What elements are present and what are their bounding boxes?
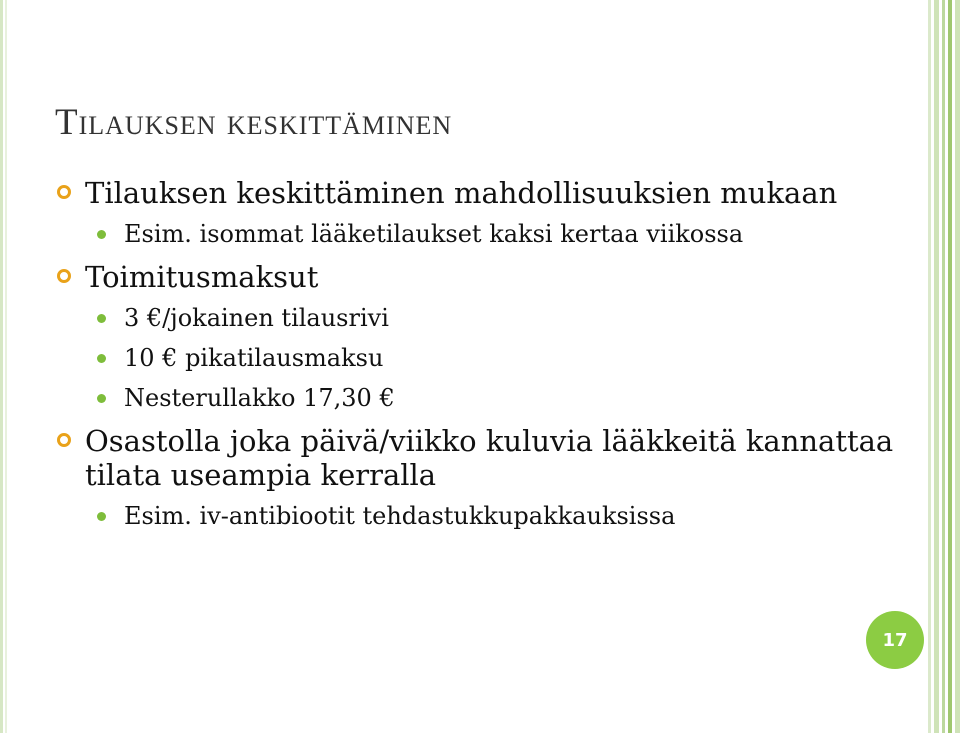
sub-bullet-text: Esim. isommat lääketilaukset kaksi kertaa viikossa [124,220,744,248]
ring-bullet-icon [57,269,71,283]
decorative-stripe [5,0,7,733]
sub-bullet-item [55,304,915,332]
page-number-badge [866,611,924,669]
decorative-stripe [955,0,960,733]
bullet-item [55,260,915,294]
dot-bullet-icon [97,394,106,403]
sub-bullet-item [55,344,915,372]
sub-bullet-text: Nesterullakko 17,30 € [124,384,395,412]
sub-bullet-text: 3 €/jokainen tilausrivi [124,304,389,332]
decorative-stripe [0,0,3,733]
sub-bullet-item [55,220,915,248]
page-number: 17 [882,629,908,651]
sub-bullet-item [55,502,915,530]
bullet-text: Tilauksen keskittäminen mahdollisuuksien mukaan [85,176,838,210]
ring-bullet-icon [57,185,71,199]
slide-title: Tilauksen keskittäminen [55,102,453,143]
decorative-stripe [934,0,939,733]
sub-bullet-item [55,384,915,412]
sub-bullet-text: Esim. iv-antibiootit tehdastukkupakkauksissa [124,502,676,530]
bullet-item [55,176,915,210]
slide-content [55,176,915,542]
dot-bullet-icon [97,230,106,239]
bullet-text: Toimitusmaksut [85,260,319,294]
bullet-item [55,424,915,492]
dot-bullet-icon [97,354,106,363]
dot-bullet-icon [97,512,106,521]
dot-bullet-icon [97,314,106,323]
ring-bullet-icon [57,433,71,447]
bullet-text: Osastolla joka päivä/viikko kuluvia lääkkeitä kannattaa tilata useampia kerralla [85,424,894,492]
decorative-stripe [942,0,945,733]
decorative-stripe [948,0,952,733]
decorative-stripe [928,0,931,733]
sub-bullet-text: 10 € pikatilausmaksu [124,344,384,372]
